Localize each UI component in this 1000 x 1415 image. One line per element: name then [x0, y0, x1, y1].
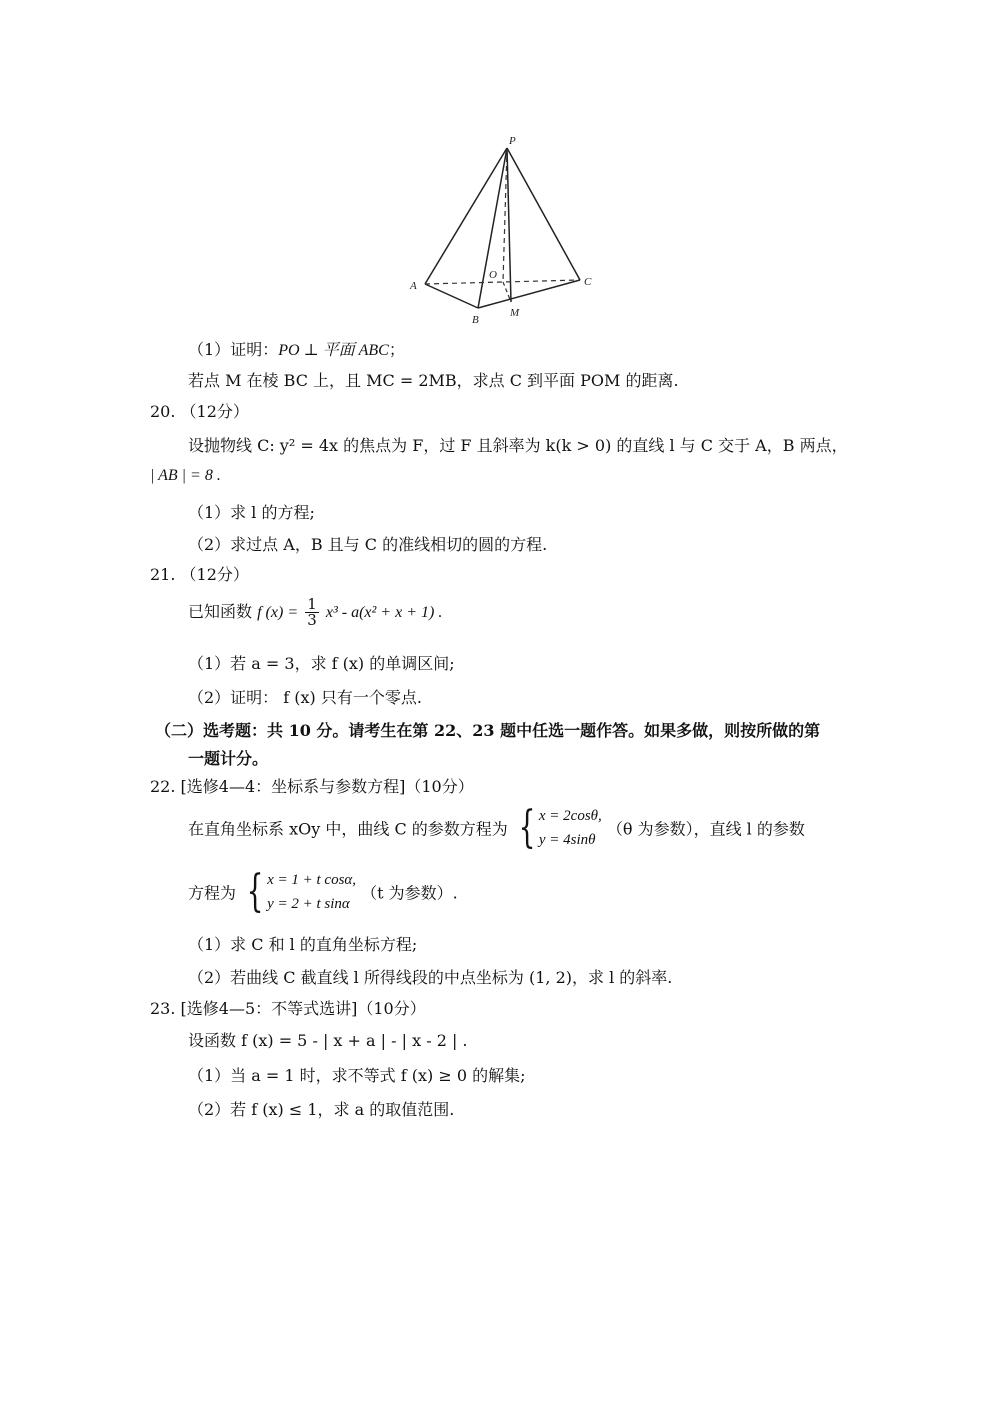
q22-header: 22. [选修4—4：坐标系与参数方程]（10分） [150, 777, 474, 796]
q21-part2: （2）证明： f (x) 只有一个零点. [188, 688, 422, 707]
label-a: A [410, 280, 417, 292]
fraction-one-third: $\frac{1}{3}$ [307, 595, 317, 629]
q23-stem: 设函数 f (x) = 5 - | x + a | - | x - 2 | . [188, 1031, 468, 1050]
section2-line1: （二）选考题：共 10 分。请考生在第 22、23 题中任选一题作答。如果多做，则按所做的第 [155, 721, 821, 740]
q20-stem-line2: | AB | = 8 . [150, 467, 221, 484]
q19-part2: 若点 M 在棱 BC 上，且 MC = 2MB，求点 C 到平面 POM 的距离. [188, 371, 679, 390]
edge-pc [507, 148, 580, 280]
curve-system: x = 2cosθ, y = 4sinθ [538, 808, 602, 848]
q21-stem: 已知函数 f (x) = $\frac{1}{3}$ x³ - a(x² + x + 1) . [188, 595, 443, 629]
q22-part2: （2）若曲线 C 截直线 l 所得线段的中点坐标为 (1, 2)，求 l 的斜率. [188, 968, 673, 987]
q20-stem-line1: 设抛物线 C: y² = 4x 的焦点为 F，过 F 且斜率为 k(k > 0) 的直线 l 与 C 交于 A，B 两点， [188, 436, 848, 455]
edge-bc [478, 280, 580, 308]
brace-line: { [246, 866, 264, 917]
pyramid-figure [400, 128, 610, 333]
q22-stem-line2: 方程为 { x = 1 + t cosα, y = 2 + t sinα （t 为参数）. [188, 866, 458, 917]
q20-part1: （1）求 l 的方程; [188, 503, 315, 522]
q23-header: 23. [选修4—5：不等式选讲]（10分） [150, 999, 426, 1018]
edge-pm [507, 148, 511, 302]
q20-header: 20. （12分） [150, 402, 249, 421]
label-b: B [472, 314, 479, 326]
edge-ab [425, 284, 478, 308]
section2-line2: 一题计分。 [188, 749, 269, 768]
label-o: O [489, 269, 497, 281]
q19-part1: （1）证明：PO ⊥ 平面 ABC； [188, 340, 405, 359]
q21-part1: （1）若 a = 3，求 f (x) 的单调区间; [188, 654, 455, 673]
q22-part1: （1）求 C 和 l 的直角坐标方程; [188, 935, 418, 954]
brace-curve: { [518, 802, 536, 853]
line-system: x = 1 + t cosα, y = 2 + t sinα [267, 872, 357, 912]
label-p: P [509, 135, 516, 147]
q20-part2: （2）求过点 A，B 且与 C 的准线相切的圆的方程. [188, 535, 548, 554]
edge-ac-hidden [425, 280, 580, 284]
label-c: C [584, 276, 592, 288]
q23-part1: （1）当 a = 1 时，求不等式 f (x) ≥ 0 的解集; [188, 1066, 526, 1085]
q22-stem-line1: 在直角坐标系 xOy 中，曲线 C 的参数方程为 { x = 2cosθ, y = 4sinθ （θ 为参数），直线 l 的参数 [188, 802, 805, 853]
q23-part2: （2）若 f (x) ≤ 1，求 a 的取值范围. [188, 1100, 455, 1119]
label-m: M [510, 307, 520, 319]
q21-header: 21. （12分） [150, 565, 249, 584]
